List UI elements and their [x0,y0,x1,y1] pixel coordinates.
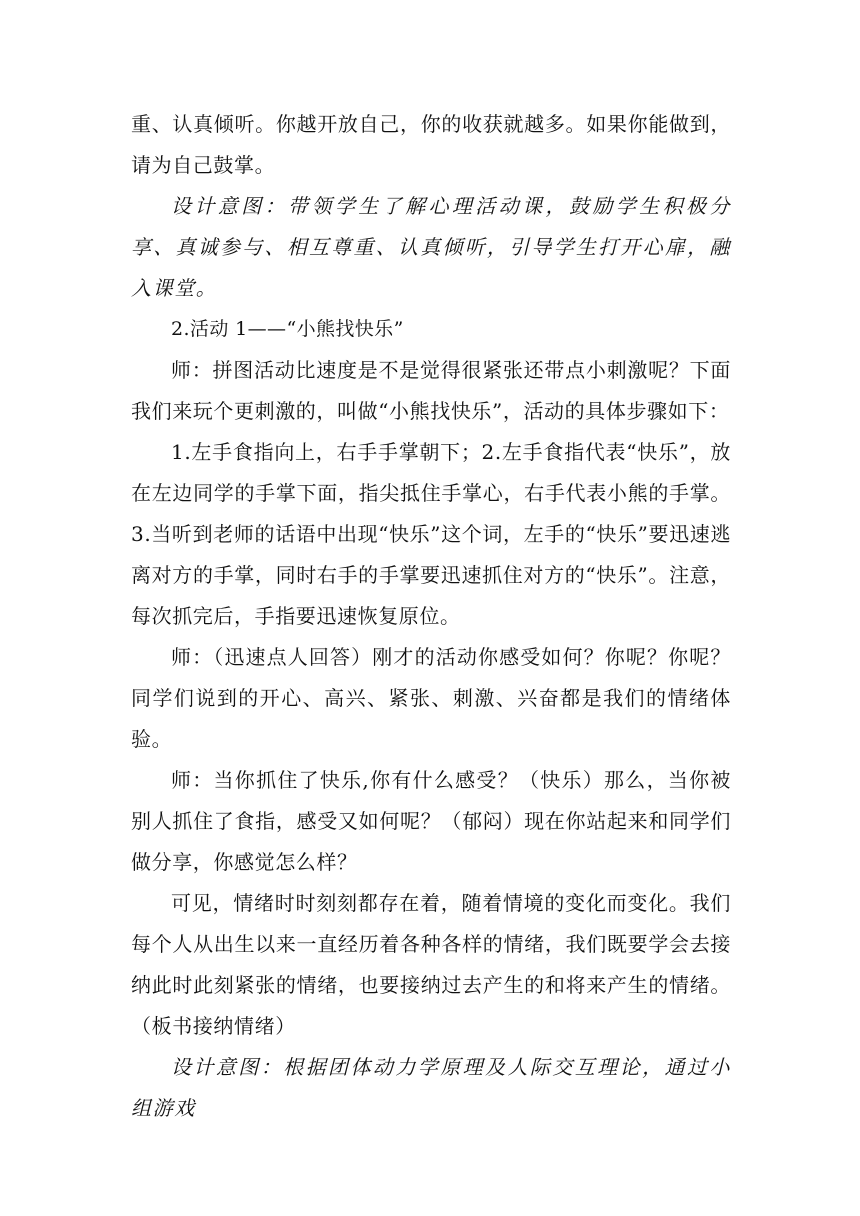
teacher-intro-paragraph: 师：拼图活动比速度是不是觉得很紧张还带点小刺激呢？下面我们来玩个更刺激的，叫做“小熊找快乐”，活动的具体步骤如下： [131,358,731,423]
document-body [131,104,731,1129]
teacher-question-paragraph: 师：（迅速点人回答）刚才的活动你感受如何？你呢？你呢？同学们说到的开心、高兴、紧张、刺激、兴奋都是我们的情绪体验。 [131,645,731,751]
paragraph-continuation: 重、认真倾听。你越开放自己，你的收获就越多。如果你能做到，请为自己鼓掌。 [131,112,731,177]
design-intent-paragraph: 设计意图：带领学生了解心理活动课，鼓励学生积极分享、真诚参与、相互尊重、认真倾听，引导学生打开心扉，融入课堂。 [131,194,731,300]
teacher-follow-up-paragraph: 师：当你抓住了快乐,你有什么感受？（快乐）那么，当你被别人抓住了食指，感受又如何呢？（郁闷）现在你站起来和同学们做分享，你感觉怎么样？ [131,768,731,874]
design-intent-final-paragraph: 设计意图：根据团体动力学原理及人际交互理论，通过小组游戏 [131,1055,731,1120]
emotion-summary-paragraph: 可见，情绪时时刻刻都存在着，随着情境的变化而变化。我们每个人从出生以来一直经历着各种各样的情绪，我们既要学会去接纳此时此刻紧张的情绪，也要接纳过去产生的和将来产生的情绪。（板书接纳情绪） [131,891,731,1038]
activity-title: 2.活动 1——“小熊找快乐” [171,318,404,340]
activity-steps-paragraph: 1.左手食指向上，右手手掌朝下；2.左手食指代表“快乐”，放在左边同学的手掌下面，指尖抵住手掌心，右手代表小熊的手掌。3.当听到老师的话语中出现“快乐”这个词，左手的“快乐”要迅速逃离对方的手掌，同时右手的手掌要迅速抓住对方的“快乐”。注意，每次抓完后，手指要迅速恢复原位。 [131,440,731,628]
